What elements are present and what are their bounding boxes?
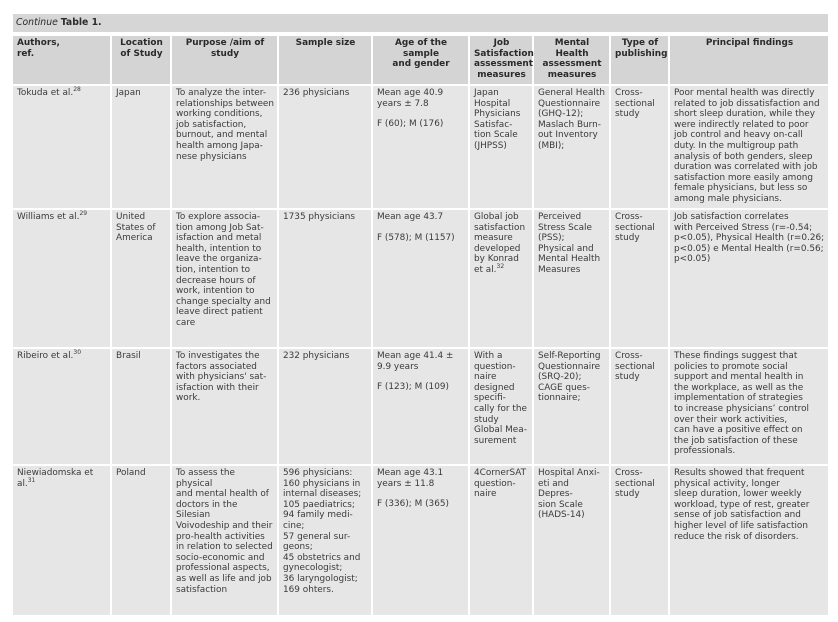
cell-job-measure [469, 348, 533, 465]
table-row [13, 348, 828, 465]
gender-text: F (336); M (365) [377, 499, 449, 510]
cell-location: Japan [111, 85, 171, 209]
cell-sample-size: 236 physicians [278, 85, 372, 209]
reference-number: 29 [79, 210, 88, 217]
header-age-gender: Age of the sample and gender [372, 35, 469, 85]
cell-mental-measure: General Health Questionnaire (GHQ-12); Maslach Burn- out Inventory (MBI); [533, 85, 610, 209]
cell-author [13, 465, 111, 615]
cell-type: Cross- sectional study [610, 348, 669, 465]
author-name: Niewiadomska et al. [17, 468, 94, 489]
cell-sample-size: 596 physicians: 160 physicians in internal diseases; 105 paediatrics; 94 family medi- cine; 57 general sur- geons; 45 obstetrics and gynecologist; 36 laryngologist; 169 ohters. [278, 465, 372, 615]
cell-age-gender [372, 465, 469, 615]
cell-job-measure [469, 85, 533, 209]
cell-findings: These findings suggest that policies to promote social support and mental health in the workplace, as well as the implementation of strategies to increase physicians’ control over their work activities, can have a positive effect on the job satisfaction of these professionals. [669, 348, 828, 465]
cell-age-gender [372, 85, 469, 209]
header-job-satisfaction-measures: Job Satisfaction assessment measures [469, 35, 533, 85]
cell-mental-measure: Perceived Stress Scale (PSS); Physical and Mental Health Measures [533, 209, 610, 348]
author-name: Tokuda et al. [17, 88, 74, 98]
cell-mental-measure: Self-Reporting Questionnaire (SRQ-20); CAGE ques- tionnaire; [533, 348, 610, 465]
cell-location: United States of America [111, 209, 171, 348]
author-name: Ribeiro et al. [17, 351, 74, 361]
studies-table [13, 34, 828, 615]
reference-number: 28 [73, 86, 81, 93]
job-measure-text: 4CornerSAT question- naire [474, 468, 527, 500]
table-row [13, 85, 828, 209]
cell-job-measure [469, 465, 533, 615]
cell-location: Brasil [111, 348, 171, 465]
cell-findings: Results showed that frequent physical activity, longer sleep duration, lower weekly workload, type of rest, greater sense of job satisfaction and higher level of life satisfaction reduce the risk of disorders. [669, 465, 828, 615]
header-location: Location of Study [111, 35, 171, 85]
cell-type: Cross- sectional study [610, 209, 669, 348]
cell-findings: Poor mental health was directly related to job dissatisfaction and short sleep duration, while they were indirectly related to poor job control and heavy on-call duty. In the multigroup path analysis of both genders, sleep duration was correlated with job satisfaction more easily among female physicians, but less so among male physicians. [669, 85, 828, 209]
header-principal-findings: Principal findings [669, 35, 828, 85]
table-row [13, 465, 828, 615]
age-text: Mean age 41.4 ± 9.9 years [377, 351, 454, 372]
reference-number: 30 [73, 349, 82, 356]
cell-age-gender [372, 348, 469, 465]
cell-author [13, 348, 111, 465]
cell-mental-measure: Hospital Anxi- eti and Depres- sion Scale (HADS-14) [533, 465, 610, 615]
table-caption [13, 14, 828, 34]
cell-purpose: To explore associa- tion among Job Sat- isfaction and metal health, intention to leave the organiza- tion, intention to decrease hours of work, intention to change specialty and leave direct patient care [171, 209, 278, 348]
header-row [13, 35, 828, 85]
age-text: Mean age 40.9 years ± 7.8 [377, 88, 444, 109]
table-container [13, 14, 828, 615]
job-measure-text: Japan Hospital Physicians Satisfac- tion Scale (JHPSS) [474, 88, 521, 151]
cell-findings: Job satisfaction correlates with Perceived Stress (r=-0.54; p<0.05), Physical Health (r=0.26; p<0.05) e Mental Health (r=0.56; p<0.05) [669, 209, 828, 348]
caption-prefix: Continue [16, 17, 58, 28]
gender-text: F (123); M (109) [377, 382, 449, 393]
table-row [13, 209, 828, 348]
cell-purpose: To assess the physical and mental health of doctors in the Silesian Voivodeship and their pro-health activities in relation to selected socio-economic and professional aspects, as well as life and job satisfaction [171, 465, 278, 615]
job-measure-text: With a question- naire designed specifi- cally for the study Global Mea- surement [474, 351, 527, 446]
reference-number: 31 [27, 476, 36, 484]
cell-purpose: To analyze the inter- relationships between working conditions, job satisfaction, burnout, and mental health among Japa- nese physicians [171, 85, 278, 209]
header-purpose: Purpose /aim of study [171, 35, 278, 85]
age-text: Mean age 43.1 years ± 11.8 [377, 468, 444, 489]
age-text: Mean age 43.7 [377, 212, 444, 222]
cell-type: Cross- sectional study [610, 465, 669, 615]
header-mental-health-measures: Mental Health assessment measures [533, 35, 610, 85]
header-sample-size: Sample size [278, 35, 372, 85]
author-name: Williams et al. [17, 212, 80, 222]
cell-sample-size: 232 physicians [278, 348, 372, 465]
caption-title: Table 1. [60, 17, 102, 28]
cell-job-measure [469, 209, 533, 348]
reference-number: 32 [496, 262, 505, 270]
header-authors: Authors, ref. [13, 35, 111, 85]
cell-age-gender [372, 209, 469, 348]
cell-sample-size: 1735 physicians [278, 209, 372, 348]
header-type-of-publishing: Type of publishing [610, 35, 669, 85]
cell-author [13, 209, 111, 348]
cell-type: Cross- sectional study [610, 85, 669, 209]
gender-text: F (578); M (1157) [377, 232, 455, 243]
cell-author [13, 85, 111, 209]
job-measure-text: Global job satisfaction measure developed by Konrad et al. [474, 212, 526, 275]
cell-location: Poland [111, 465, 171, 615]
cell-purpose: To investigates the factors associated with physicians' sat- isfaction with their work. [171, 348, 278, 465]
gender-text: F (60); M (176) [377, 119, 444, 130]
